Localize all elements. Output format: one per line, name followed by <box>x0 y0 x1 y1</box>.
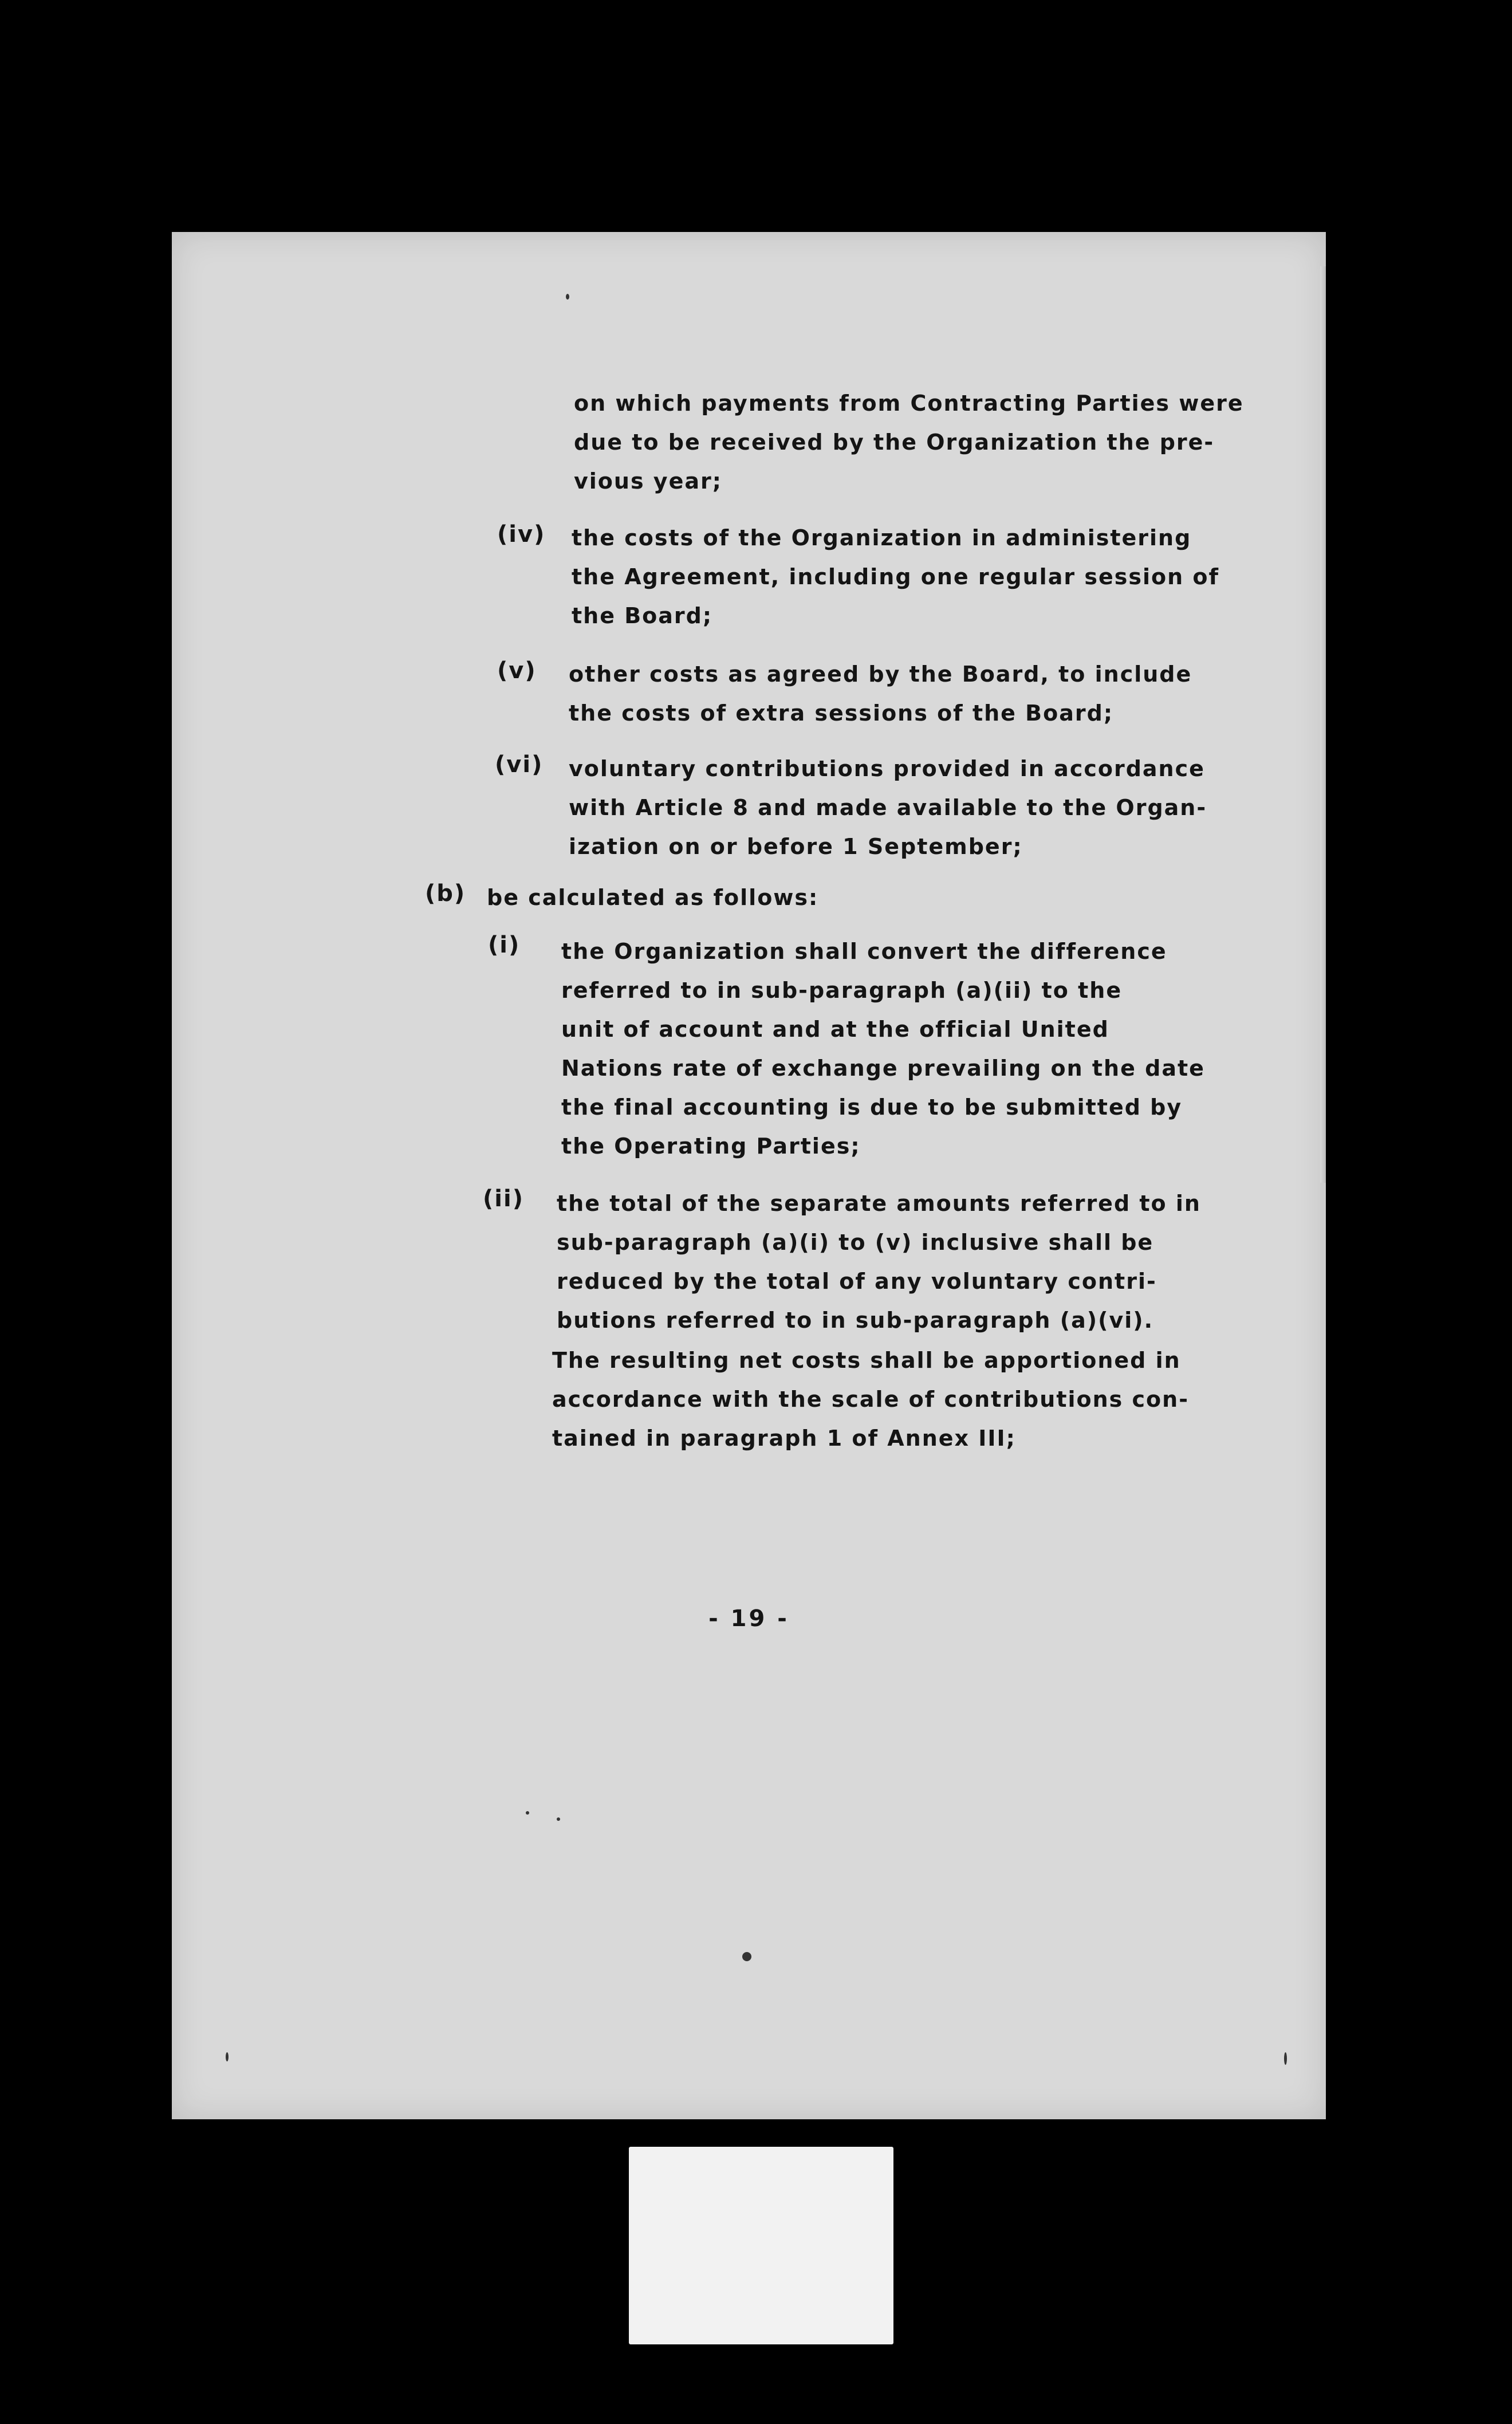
scan-speck <box>1284 2052 1287 2065</box>
item-v-label: (v) <box>497 658 537 684</box>
item-ii-line-2: sub-paragraph (a)(i) to (v) inclusive shall be <box>557 1230 1154 1255</box>
item-ii-line-4: butions referred to in sub-paragraph (a)(vi). <box>557 1308 1154 1333</box>
item-vi-line-2: with Article 8 and made available to the Organ- <box>569 795 1207 820</box>
item-i-line-5: the final accounting is due to be submitted by <box>561 1095 1183 1120</box>
item-vi-line-1: voluntary contributions provided in accordance <box>569 756 1205 781</box>
scan-speck <box>742 1952 751 1961</box>
item-ii-label: (ii) <box>483 1186 524 1212</box>
item-iv-line-3: the Board; <box>572 603 713 628</box>
item-i-line-6: the Operating Parties; <box>561 1134 861 1159</box>
scan-speck <box>526 1811 529 1815</box>
item-v-line-2: the costs of extra sessions of the Board; <box>569 701 1114 726</box>
item-v-line-1: other costs as agreed by the Board, to include <box>569 662 1192 687</box>
scan-speck <box>226 2052 229 2061</box>
item-vi-line-3: ization on or before 1 September; <box>569 834 1023 859</box>
page-number: - 19 - <box>708 1605 789 1632</box>
scan-speck <box>566 294 569 300</box>
item-iv-line-1: the costs of the Organization in administering <box>572 525 1192 550</box>
item-vi-label: (vi) <box>495 751 544 778</box>
item-i-line-1: the Organization shall convert the difference <box>561 939 1167 964</box>
scan-speck <box>557 1817 560 1821</box>
item-ii-line-1: the total of the separate amounts referred to in <box>557 1191 1201 1216</box>
item-ii-line-6: accordance with the scale of contributions con- <box>552 1387 1189 1412</box>
item-ii-line-5: The resulting net costs shall be apportioned in <box>552 1348 1181 1373</box>
item-i-line-3: unit of account and at the official United <box>561 1017 1109 1042</box>
item-iv-line-2: the Agreement, including one regular session of <box>572 564 1220 589</box>
item-i-label: (i) <box>488 932 521 958</box>
item-ii-line-7: tained in paragraph 1 of Annex III; <box>552 1426 1016 1451</box>
continuation-line-3: vious year; <box>574 469 722 494</box>
item-i-line-4: Nations rate of exchange prevailing on the date <box>561 1056 1205 1081</box>
continuation-line-2: due to be received by the Organization the pre- <box>574 430 1215 455</box>
item-iv-label: (iv) <box>497 521 546 548</box>
item-i-line-2: referred to in sub-paragraph (a)(ii) to the <box>561 978 1123 1003</box>
item-ii-line-3: reduced by the total of any voluntary contri- <box>557 1269 1157 1294</box>
blank-card <box>629 2147 893 2344</box>
scanned-page <box>172 232 1326 2119</box>
continuation-line-1: on which payments from Contracting Parties were <box>574 391 1244 416</box>
item-b-label: (b) <box>425 880 466 907</box>
item-b-line-1: be calculated as follows: <box>487 885 819 910</box>
page-edge-shadow <box>1320 266 1326 1183</box>
